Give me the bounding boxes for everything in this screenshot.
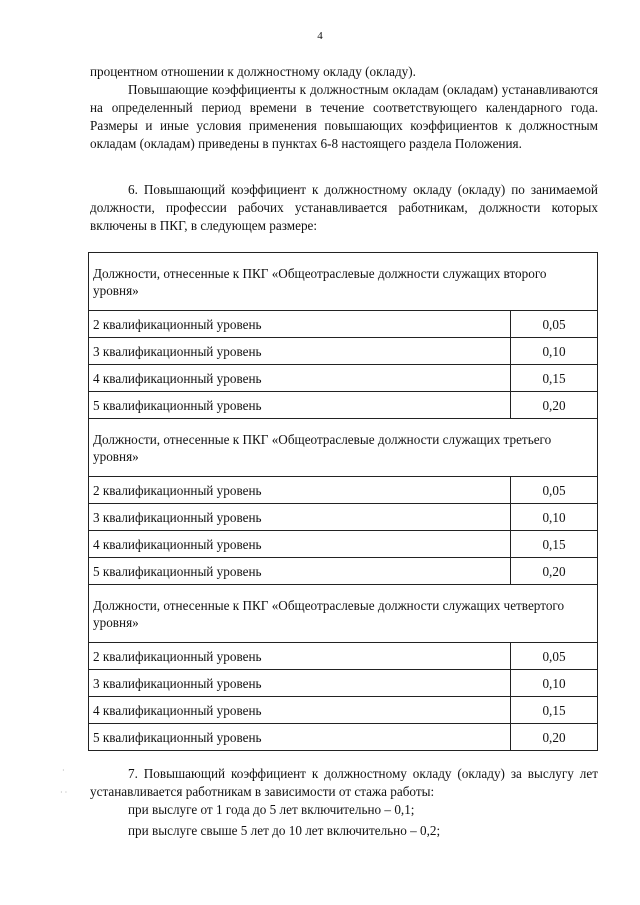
level-cell: 3 квалификационный уровень <box>89 338 511 365</box>
table-row <box>89 697 598 724</box>
list-item-seniority-1: при выслуге от 1 года до 5 лет включительно – 0,1; <box>128 802 415 817</box>
group-title-cell: Должности, отнесенные к ПКГ «Общеотраслевые должности служащих третьего уровня» <box>89 419 598 477</box>
paragraph-item-7 <box>90 765 598 801</box>
paragraph-continuation <box>90 63 598 81</box>
coefficient-value-cell: 0,20 <box>511 724 598 751</box>
level-cell: 5 квалификационный уровень <box>89 558 511 585</box>
level-cell: 4 квалификационный уровень <box>89 531 511 558</box>
coefficient-value-cell: 0,15 <box>511 697 598 724</box>
coefficient-value-cell: 0,20 <box>511 392 598 419</box>
level-cell: 2 квалификационный уровень <box>89 643 511 670</box>
table-row <box>89 311 598 338</box>
level-cell: 5 квалификационный уровень <box>89 392 511 419</box>
coefficient-value-cell: 0,05 <box>511 311 598 338</box>
paragraph-text: процентном отношении к должностному окладу (окладу). <box>90 64 416 79</box>
page-number: 4 <box>317 30 323 42</box>
coefficient-value-cell: 0,05 <box>511 477 598 504</box>
paragraph-coefficients-intro <box>90 81 598 153</box>
table-row <box>89 670 598 697</box>
table-row <box>89 338 598 365</box>
group-title-cell: Должности, отнесенные к ПКГ «Общеотраслевые должности служащих четвертого уровня» <box>89 585 598 643</box>
level-cell: 3 квалификационный уровень <box>89 504 511 531</box>
scan-speck: · · <box>60 788 68 797</box>
list-item-seniority-2: при выслуге свыше 5 лет до 10 лет включительно – 0,2; <box>128 823 441 838</box>
group-title-cell: Должности, отнесенные к ПКГ «Общеотраслевые должности служащих второго уровня» <box>89 253 598 311</box>
paragraph-item-6 <box>90 181 598 235</box>
table-row <box>89 504 598 531</box>
table-group-row <box>89 419 598 477</box>
table-row <box>89 477 598 504</box>
table-row <box>89 365 598 392</box>
coefficient-value-cell: 0,05 <box>511 643 598 670</box>
coefficient-value-cell: 0,15 <box>511 531 598 558</box>
table-row <box>89 558 598 585</box>
level-cell: 2 квалификационный уровень <box>89 477 511 504</box>
level-cell: 3 квалификационный уровень <box>89 670 511 697</box>
coefficient-table-body <box>89 253 598 751</box>
level-cell: 4 квалификационный уровень <box>89 697 511 724</box>
coefficient-value-cell: 0,10 <box>511 670 598 697</box>
level-cell: 4 квалификационный уровень <box>89 365 511 392</box>
coefficient-value-cell: 0,10 <box>511 338 598 365</box>
coefficient-table <box>88 252 598 751</box>
coefficient-value-cell: 0,15 <box>511 365 598 392</box>
table-row <box>89 643 598 670</box>
table-row <box>89 392 598 419</box>
table-row <box>89 531 598 558</box>
table-row <box>89 724 598 751</box>
coefficient-value-cell: 0,20 <box>511 558 598 585</box>
scan-speck: · <box>62 766 65 775</box>
paragraph-text: Повышающие коэффициенты к должностным окладам (окладам) устанавливаются на определенный период времени в течение соответствующего календарного года. Размеры и иные условия применения повышающих коэффициентов к должностным окладам (окладам) приведены в пунктах 6-8 настоящего раздела Положения. <box>90 82 598 151</box>
paragraph-text: 7. Повышающий коэффициент к должностному окладу (окладу) за выслугу лет устанавливается работникам в зависимости от стажа работы: <box>90 766 598 799</box>
table-group-row <box>89 585 598 643</box>
level-cell: 5 квалификационный уровень <box>89 724 511 751</box>
table-group-row <box>89 253 598 311</box>
paragraph-text: 6. Повышающий коэффициент к должностному окладу (окладу) по занимаемой должности, профессии рабочих устанавливается работникам, должности которых включены в ПКГ, в следующем размере: <box>90 182 598 233</box>
level-cell: 2 квалификационный уровень <box>89 311 511 338</box>
coefficient-value-cell: 0,10 <box>511 504 598 531</box>
